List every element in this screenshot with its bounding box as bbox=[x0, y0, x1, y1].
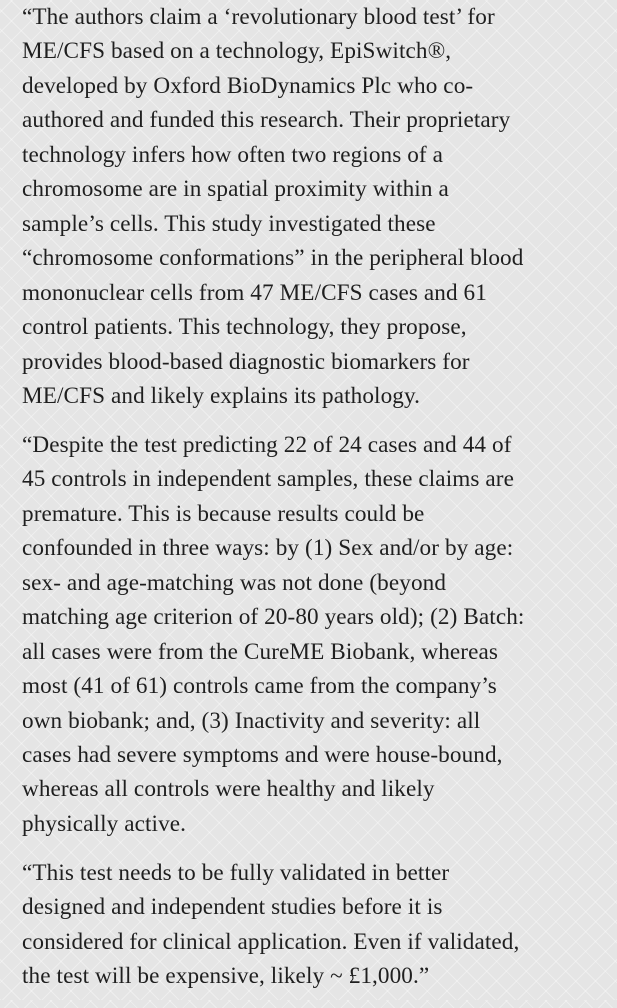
text-line: own biobank; and, (3) Inactivity and severity: all bbox=[22, 707, 481, 734]
article-body bbox=[22, 0, 617, 1008]
text-line: “Despite the test predicting 22 of 24 cases and 44 of bbox=[22, 431, 512, 458]
text-line: sample’s cells. This study investigated these bbox=[22, 210, 436, 237]
text-line: cases had severe symptoms and were house-bound, bbox=[22, 742, 503, 769]
text-line: physically active. bbox=[22, 810, 187, 837]
text-line: matching age criterion of 20-80 years old); (2) Batch: bbox=[22, 604, 525, 631]
text-line: mononuclear cells from 47 ME/CFS cases and 61 bbox=[22, 279, 487, 306]
text-line: “This test needs to be fully validated in better bbox=[22, 859, 450, 886]
text-line: the test will be expensive, likely ~ £1,000.” bbox=[22, 963, 430, 990]
quote-paragraph bbox=[22, 856, 617, 994]
text-line: developed by Oxford BioDynamics Plc who co- bbox=[22, 72, 474, 99]
text-line: control patients. This technology, they propose, bbox=[22, 314, 467, 341]
text-line: premature. This is because results could be bbox=[22, 500, 425, 527]
text-line: authored and funded this research. Their proprietary bbox=[22, 107, 511, 134]
text-line: technology infers how often two regions of a bbox=[22, 141, 444, 168]
text-line: provides blood-based diagnostic biomarkers for bbox=[22, 348, 470, 375]
text-line: most (41 of 61) controls came from the company’s bbox=[22, 673, 497, 700]
quote-paragraph bbox=[22, 428, 617, 841]
text-line: “chromosome conformations” in the peripheral blood bbox=[22, 245, 524, 272]
text-line: 45 controls in independent samples, these claims are bbox=[22, 466, 515, 493]
text-line: sex- and age-matching was not done (beyond bbox=[22, 569, 447, 596]
quote-paragraph bbox=[22, 0, 617, 413]
text-line: confounded in three ways: by (1) Sex and/or by age: bbox=[22, 535, 514, 562]
text-line: whereas all controls were healthy and likely bbox=[22, 776, 435, 803]
text-line: all cases were from the CureME Biobank, whereas bbox=[22, 638, 499, 665]
text-line: chromosome are in spatial proximity within a bbox=[22, 176, 449, 203]
text-line: designed and independent studies before it is bbox=[22, 894, 443, 921]
text-line: ME/CFS based on a technology, EpiSwitch®, bbox=[22, 38, 452, 65]
text-line: ME/CFS and likely explains its pathology. bbox=[22, 382, 421, 409]
text-line: considered for clinical application. Even if validated, bbox=[22, 928, 520, 955]
text-line: “The authors claim a ‘revolutionary blood test’ for bbox=[22, 4, 495, 30]
